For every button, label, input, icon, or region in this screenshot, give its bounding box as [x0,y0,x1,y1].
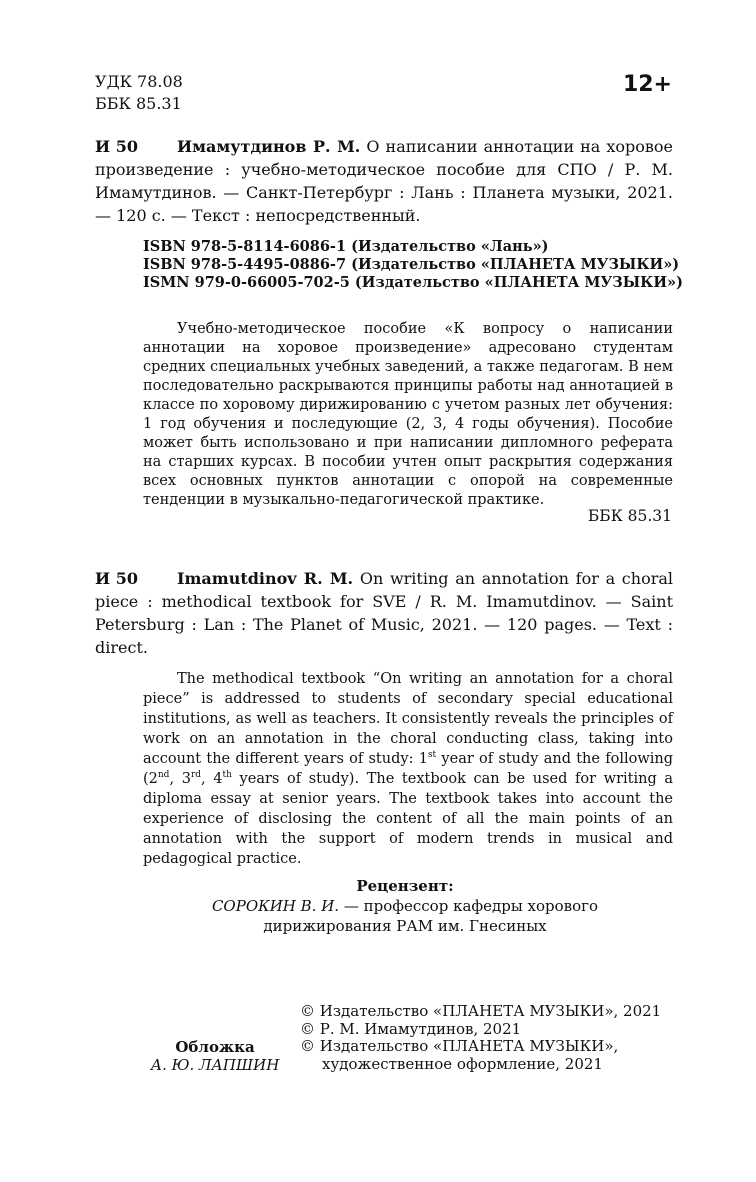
copyright-line: © Издательство «ПЛАНЕТА МУЗЫКИ», [300,1037,619,1055]
ordinal-suffix: th [222,770,232,781]
en-entry-author: Imamutdinov R. M. [177,569,354,588]
ru-entry-author: Имамутдинов Р. М. [177,137,361,156]
isbn-line: ISBN 978-5-4495-0886-7 (Издательство «ПЛАНЕТА МУЗЫКИ») [143,256,680,273]
copyright-line: © Издательство «ПЛАНЕТА МУЗЫКИ», 2021 [300,1002,662,1020]
ordinal-suffix: nd [157,770,170,781]
reviewer-heading: Рецензент: [356,877,454,895]
ordinal-suffix: rd [190,770,202,781]
ru-entry-code: И 50 [95,137,138,156]
en-annotation-text: years of study). The textbook can be used for writing a diploma essay at senior years. The textbook takes into account the experience of disclosing the content of all the main points of an annotation with the support of modern trends in musical and pedagogical practice. [143,771,674,867]
ismn-line: ISMN 979-0-66005-702-5 (Издательство «ПЛАНЕТА МУЗЫКИ») [143,274,683,291]
reviewer-block [150,876,660,936]
en-annotation-text: The methodical textbook “On writing an annotation for a choral piece” is addressed to students of secondary special educational institutions, as well as teachers. It consistently reveals the principles of work on an annotation in the choral conducting class, taking into account the different years of study: 1 [143,671,673,767]
en-annotation [143,669,673,869]
bbk-code: ББК 85.31 [95,94,182,113]
reviewer-name: СОРОКИН В. И. [211,897,340,915]
reviewer-line [150,896,660,916]
ordinal-suffix: st [427,750,437,761]
copyright-block [300,1003,661,1073]
isbn-line: ISBN 978-5-8114-6086-1 (Издательство «Лань») [143,238,549,255]
en-entry [95,567,673,659]
udk-code: УДК 78.08 [95,72,183,91]
ru-annotation-bbk: ББК 85.31 [587,507,672,525]
copyright-line: © Р. М. Имамутдинов, 2021 [300,1019,522,1038]
reviewer-desc: — профессор кафедры хорового [339,897,599,915]
ru-entry-text: О написании аннотации на хоровое произведение : учебно-методическое пособие для СПО / Р. М. Имамутдинов. — Санкт-Петербург : Лань : Планета музыки, 2021. — 120 с. — Текст : непосредственный. [95,137,673,225]
en-entry-text: On writing an annotation for a choral piece : methodical textbook for SVE / R. M. Imamutdinov. — Saint Petersburg : Lan : The Planet of Music, 2021. — 120 pages. — Text : direct. [95,569,674,657]
classification-codes [95,71,183,115]
age-rating: 12+ [622,72,672,97]
en-annotation-text: , 4 [201,771,223,787]
cover-credit [140,1038,290,1074]
isbn-block [143,238,683,292]
en-entry-code: И 50 [95,569,138,588]
cover-heading: Обложка [175,1038,255,1056]
reviewer-desc-cont: дирижирования РАМ им. Гнесиных [263,917,547,935]
en-annotation-text: year of study and the following (2 [143,751,673,787]
ru-entry [95,135,673,227]
en-annotation-text: , 3 [169,771,191,787]
ru-annotation: Учебно-методическое пособие «К вопросу о написании аннотации на хоровое произведение» адресовано студентам средних специальных учебных заведений, а также педагогам. В нем последовательно раскрываются принципы работы над аннотацией в классе по хоровому дирижированию с учетом разных лет обучения: 1 год обучения и последующие (2, 3, 4 годы обучения). Пособие может быть использовано и при написании дипломного реферата на старших курсах. В пособии учтен опыт раскрытия содержания всех основных пунктов аннотации с опорой на современные тенденции в музыкально-педагогической практике. [143,321,673,508]
cover-designer: А. Ю. ЛАПШИН [150,1056,280,1074]
copyright-line-cont: художественное оформление, 2021 [322,1054,603,1073]
